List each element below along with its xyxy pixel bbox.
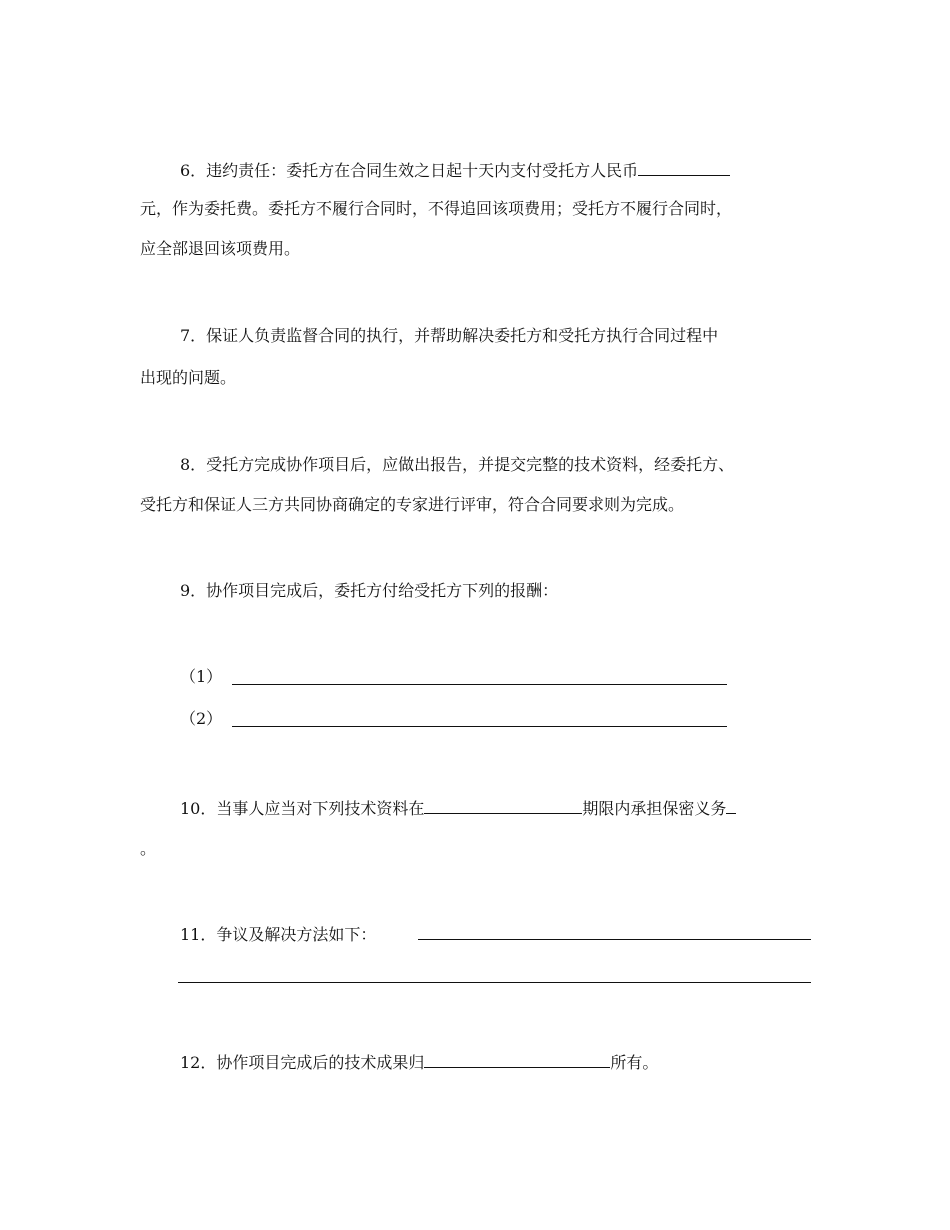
dispute-resolution-blank-2	[178, 982, 811, 983]
clause-10-prefix: 10．当事人应当对下列技术资料在	[180, 799, 425, 818]
clause-8-line-1: 8．受托方完成协作项目后，应做出报告，并提交完整的技术资料，经委托方、	[180, 455, 735, 474]
reward-item-1	[180, 666, 222, 688]
ownership-blank	[424, 1050, 610, 1068]
amount-blank	[638, 158, 730, 176]
clause-10-suffix: 期限内承担保密义务	[582, 799, 727, 818]
reward-item-2-blank	[232, 726, 727, 727]
dispute-resolution-blank-1	[418, 939, 811, 940]
clause-6-text: 6．违约责任：委托方在合同生效之日起十天内支付受托方人民币	[180, 161, 639, 180]
clause-6-line-2: 元，作为委托费。委托方不履行合同时，不得追回该项费用；受托方不履行合同时，	[140, 199, 733, 218]
clause-10-line-2: 。	[140, 839, 157, 858]
clause-10-line-1	[180, 796, 736, 818]
clause-9-line-1: 9．协作项目完成后，委托方付给受托方下列的报酬：	[180, 581, 559, 600]
clause-11-line-1	[180, 924, 376, 946]
clause-6-line-3: 应全部退回该项费用。	[140, 239, 301, 258]
clause-12-line-1	[180, 1050, 658, 1072]
clause-8-line-2: 受托方和保证人三方共同协商确定的专家进行评审，符合合同要求则为完成。	[140, 495, 685, 514]
clause-12-prefix: 12．协作项目完成后的技术成果归	[180, 1053, 425, 1072]
clause-7-line-2: 出现的问题。	[140, 368, 237, 387]
confidentiality-trailing-blank	[726, 796, 736, 814]
clause-12-suffix: 所有。	[610, 1053, 659, 1072]
reward-item-2-label: （2）	[180, 709, 223, 728]
reward-item-1-label: （1）	[180, 667, 223, 686]
clause-6-line-1	[180, 158, 730, 180]
reward-item-2	[180, 708, 222, 730]
confidentiality-period-blank	[424, 796, 582, 814]
clause-7-line-1: 7．保证人负责监督合同的执行，并帮助解决委托方和受托方执行合同过程中	[180, 326, 719, 345]
clause-11-prefix: 11．争议及解决方法如下：	[180, 925, 377, 944]
reward-item-1-blank	[232, 684, 727, 685]
